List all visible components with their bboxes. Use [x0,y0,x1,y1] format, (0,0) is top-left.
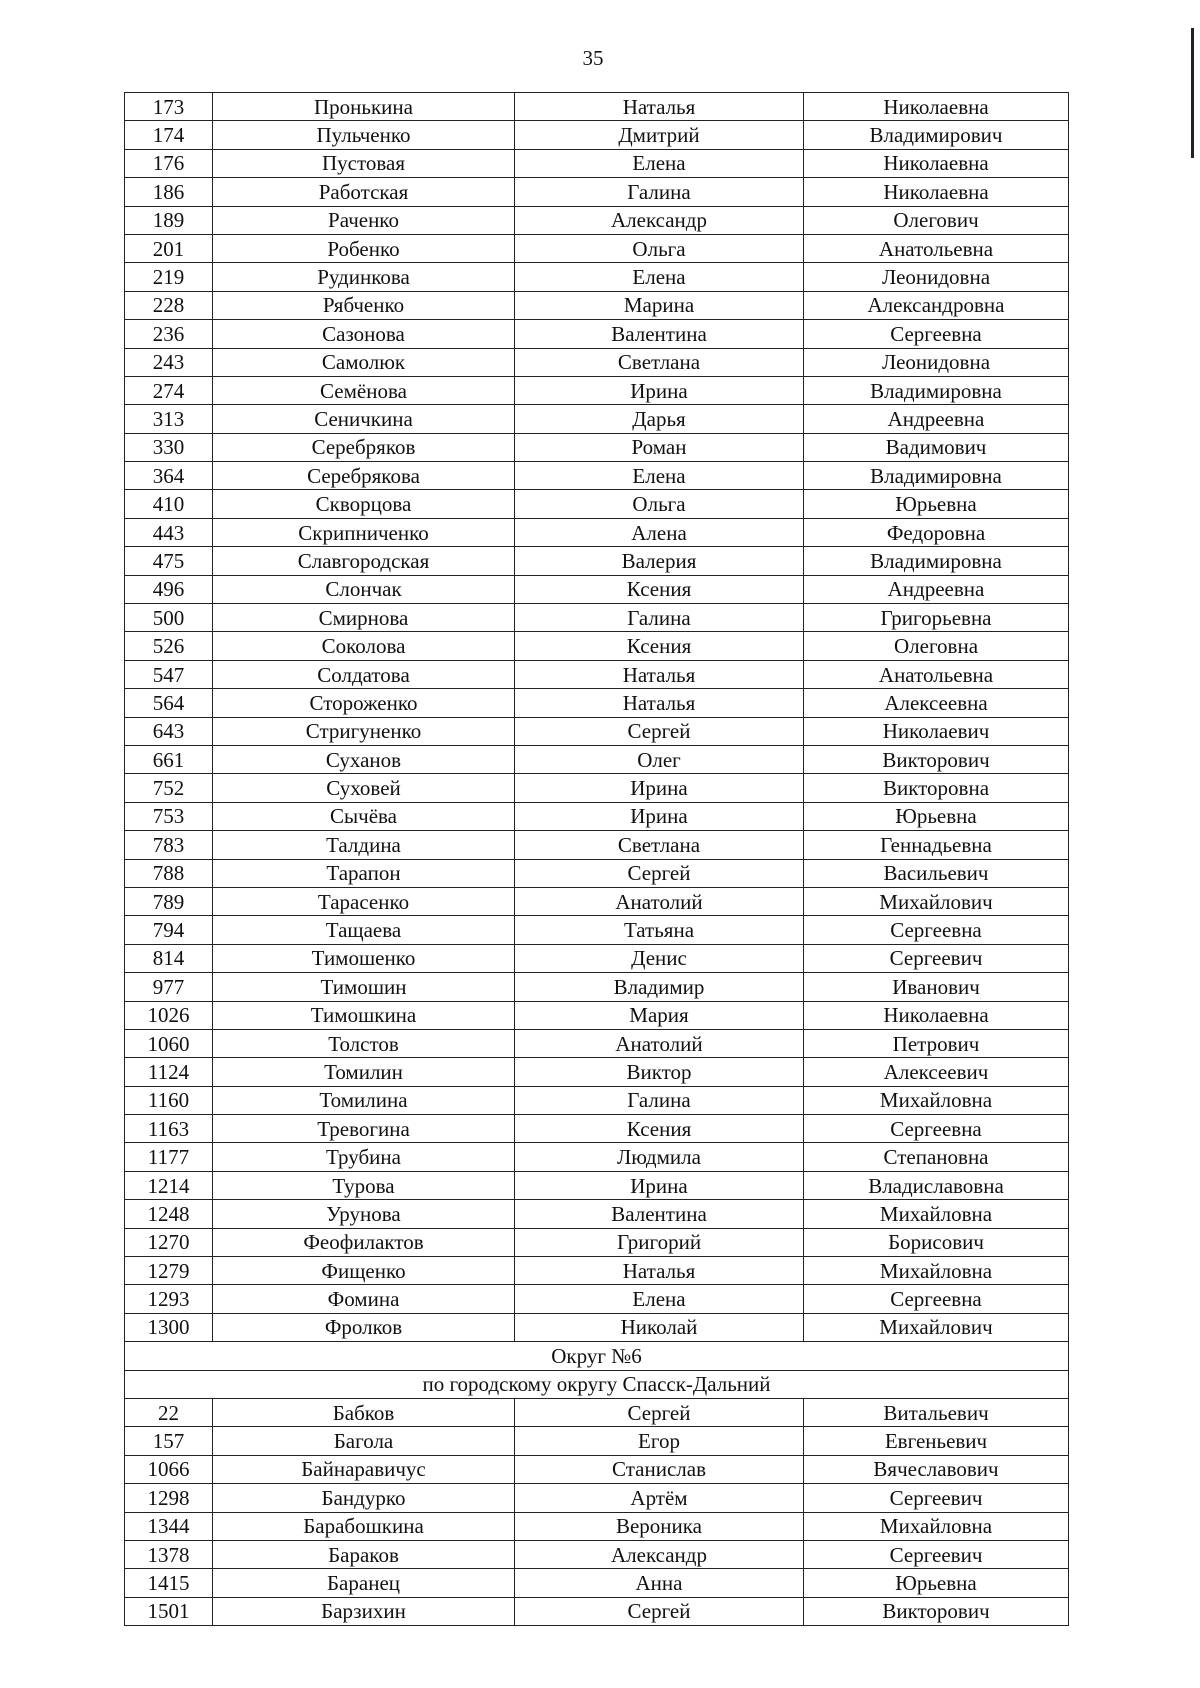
cell-number: 1060 [125,1029,213,1057]
cell-first-name: Елена [515,149,804,177]
cell-first-name: Татьяна [515,916,804,944]
cell-patronymic: Владимировна [804,462,1069,490]
cell-last-name: Толстов [213,1029,515,1057]
cell-first-name: Григорий [515,1228,804,1256]
cell-number: 752 [125,774,213,802]
cell-first-name: Ирина [515,1171,804,1199]
table-row [125,802,1069,830]
table-row [125,320,1069,348]
cell-number: 1298 [125,1484,213,1512]
table-row [125,831,1069,859]
cell-first-name: Валерия [515,547,804,575]
table-row [125,1512,1069,1540]
table-row [125,376,1069,404]
cell-last-name: Бандурко [213,1484,515,1512]
cell-last-name: Фомина [213,1285,515,1313]
cell-patronymic: Евгеньевич [804,1427,1069,1455]
cell-patronymic: Федоровна [804,518,1069,546]
cell-patronymic: Сергеевич [804,944,1069,972]
table-row [125,575,1069,603]
cell-last-name: Семёнова [213,376,515,404]
cell-patronymic: Михайлович [804,1313,1069,1341]
cell-patronymic: Андреевна [804,575,1069,603]
cell-number: 1270 [125,1228,213,1256]
cell-number: 1124 [125,1058,213,1086]
cell-first-name: Ксения [515,575,804,603]
cell-number: 443 [125,518,213,546]
cell-first-name: Анатолий [515,887,804,915]
cell-last-name: Суховей [213,774,515,802]
cell-patronymic: Андреевна [804,405,1069,433]
cell-patronymic: Николаевна [804,149,1069,177]
cell-first-name: Дарья [515,405,804,433]
cell-first-name: Галина [515,178,804,206]
cell-last-name: Робенко [213,234,515,262]
table-body-part1 [125,93,1069,1342]
cell-last-name: Скворцова [213,490,515,518]
cell-first-name: Александр [515,1540,804,1568]
cell-patronymic: Владимировна [804,547,1069,575]
cell-first-name: Дмитрий [515,121,804,149]
cell-number: 1300 [125,1313,213,1341]
cell-last-name: Скрипниченко [213,518,515,546]
cell-last-name: Феофилактов [213,1228,515,1256]
cell-first-name: Роман [515,433,804,461]
cell-last-name: Тимошенко [213,944,515,972]
table-row [125,1029,1069,1057]
cell-number: 547 [125,660,213,688]
table-row [125,1484,1069,1512]
table-row [125,1597,1069,1625]
table-row [125,1115,1069,1143]
cell-number: 236 [125,320,213,348]
cell-first-name: Наталья [515,689,804,717]
cell-patronymic: Владиславовна [804,1171,1069,1199]
cell-number: 1378 [125,1540,213,1568]
cell-number: 1160 [125,1086,213,1114]
table-row [125,944,1069,972]
cell-last-name: Серебрякова [213,462,515,490]
cell-first-name: Ольга [515,234,804,262]
cell-last-name: Тимошин [213,973,515,1001]
cell-number: 753 [125,802,213,830]
scan-edge-line [1191,28,1194,158]
section-header [125,1342,1069,1399]
cell-number: 496 [125,575,213,603]
table-row [125,1200,1069,1228]
cell-patronymic: Леонидовна [804,263,1069,291]
cell-first-name: Сергей [515,717,804,745]
table-row [125,774,1069,802]
cell-first-name: Александр [515,206,804,234]
cell-patronymic: Алексеевич [804,1058,1069,1086]
cell-last-name: Сазонова [213,320,515,348]
cell-number: 794 [125,916,213,944]
cell-first-name: Светлана [515,831,804,859]
table-row [125,1398,1069,1426]
table-row [125,518,1069,546]
cell-first-name: Ксения [515,632,804,660]
table-row [125,547,1069,575]
cell-patronymic: Григорьевна [804,604,1069,632]
table-row [125,291,1069,319]
table-row [125,234,1069,262]
cell-number: 1248 [125,1200,213,1228]
cell-first-name: Вероника [515,1512,804,1540]
table-row [125,121,1069,149]
table-row [125,1569,1069,1597]
cell-first-name: Наталья [515,1257,804,1285]
cell-patronymic: Витальевич [804,1398,1069,1426]
candidates-table [124,92,1069,1626]
table-row [125,263,1069,291]
cell-last-name: Серебряков [213,433,515,461]
cell-first-name: Валентина [515,1200,804,1228]
cell-number: 22 [125,1398,213,1426]
cell-patronymic: Михайловна [804,1200,1069,1228]
cell-number: 1163 [125,1115,213,1143]
cell-number: 173 [125,93,213,121]
cell-number: 201 [125,234,213,262]
cell-last-name: Барабошкина [213,1512,515,1540]
table-row [125,973,1069,1001]
cell-patronymic: Владимирович [804,121,1069,149]
cell-number: 330 [125,433,213,461]
cell-patronymic: Юрьевна [804,490,1069,518]
table-row [125,1285,1069,1313]
table-row [125,887,1069,915]
table-row [125,405,1069,433]
section-title-row [125,1342,1069,1370]
table-row [125,1455,1069,1483]
cell-patronymic: Сергеевна [804,1285,1069,1313]
cell-last-name: Бараков [213,1540,515,1568]
cell-number: 475 [125,547,213,575]
cell-first-name: Анна [515,1569,804,1597]
cell-first-name: Елена [515,263,804,291]
cell-last-name: Томилина [213,1086,515,1114]
cell-last-name: Солдатова [213,660,515,688]
table-row [125,348,1069,376]
table-row [125,859,1069,887]
cell-number: 1026 [125,1001,213,1029]
cell-last-name: Турова [213,1171,515,1199]
cell-last-name: Сычёва [213,802,515,830]
table-row [125,462,1069,490]
cell-last-name: Раченко [213,206,515,234]
table-row [125,206,1069,234]
cell-patronymic: Михайловна [804,1257,1069,1285]
cell-last-name: Тарапон [213,859,515,887]
table-row [125,632,1069,660]
cell-patronymic: Викторович [804,745,1069,773]
table-row [125,1171,1069,1199]
cell-patronymic: Степановна [804,1143,1069,1171]
cell-last-name: Славгородская [213,547,515,575]
cell-last-name: Соколова [213,632,515,660]
cell-first-name: Сергей [515,1398,804,1426]
cell-number: 176 [125,149,213,177]
cell-patronymic: Алексеевна [804,689,1069,717]
cell-last-name: Рудинкова [213,263,515,291]
cell-first-name: Валентина [515,320,804,348]
cell-number: 814 [125,944,213,972]
table-body-part2 [125,1398,1069,1625]
cell-patronymic: Николаевна [804,178,1069,206]
cell-last-name: Рябченко [213,291,515,319]
cell-patronymic: Николаевна [804,1001,1069,1029]
cell-patronymic: Викторович [804,1597,1069,1625]
table-row [125,1001,1069,1029]
cell-patronymic: Юрьевна [804,1569,1069,1597]
cell-patronymic: Сергеевич [804,1540,1069,1568]
cell-first-name: Ольга [515,490,804,518]
cell-last-name: Тимошкина [213,1001,515,1029]
cell-first-name: Артём [515,1484,804,1512]
cell-first-name: Владимир [515,973,804,1001]
cell-last-name: Сеничкина [213,405,515,433]
cell-last-name: Смирнова [213,604,515,632]
table-row [125,745,1069,773]
page-number: 35 [582,46,604,70]
cell-patronymic: Вадимович [804,433,1069,461]
cell-last-name: Слончак [213,575,515,603]
cell-first-name: Людмила [515,1143,804,1171]
cell-number: 228 [125,291,213,319]
cell-first-name: Денис [515,944,804,972]
cell-first-name: Виктор [515,1058,804,1086]
cell-patronymic: Борисович [804,1228,1069,1256]
cell-number: 189 [125,206,213,234]
cell-last-name: Пронькина [213,93,515,121]
cell-patronymic: Викторовна [804,774,1069,802]
cell-last-name: Стороженко [213,689,515,717]
cell-patronymic: Анатольевна [804,234,1069,262]
cell-first-name: Марина [515,291,804,319]
table-row [125,717,1069,745]
cell-number: 1344 [125,1512,213,1540]
cell-first-name: Елена [515,1285,804,1313]
cell-patronymic: Петрович [804,1029,1069,1057]
cell-number: 1066 [125,1455,213,1483]
cell-first-name: Олег [515,745,804,773]
cell-patronymic: Олегович [804,206,1069,234]
table-row [125,1143,1069,1171]
cell-number: 526 [125,632,213,660]
cell-last-name: Талдина [213,831,515,859]
cell-last-name: Фищенко [213,1257,515,1285]
cell-patronymic: Анатольевна [804,660,1069,688]
cell-number: 313 [125,405,213,433]
cell-first-name: Ирина [515,774,804,802]
cell-patronymic: Сергеевич [804,1484,1069,1512]
cell-last-name: Работская [213,178,515,206]
cell-patronymic: Михайловна [804,1086,1069,1114]
cell-first-name: Наталья [515,660,804,688]
table-row [125,1086,1069,1114]
table-row [125,149,1069,177]
cell-number: 789 [125,887,213,915]
table-row [125,604,1069,632]
cell-patronymic: Васильевич [804,859,1069,887]
cell-first-name: Сергей [515,859,804,887]
cell-first-name: Галина [515,1086,804,1114]
cell-number: 364 [125,462,213,490]
cell-number: 1501 [125,1597,213,1625]
cell-patronymic: Михайлович [804,887,1069,915]
table-row [125,689,1069,717]
cell-patronymic: Николаевич [804,717,1069,745]
cell-patronymic: Леонидовна [804,348,1069,376]
table-row [125,1228,1069,1256]
cell-number: 500 [125,604,213,632]
cell-patronymic: Олеговна [804,632,1069,660]
cell-last-name: Урунова [213,1200,515,1228]
cell-number: 564 [125,689,213,717]
cell-last-name: Трубина [213,1143,515,1171]
table-row [125,916,1069,944]
cell-patronymic: Сергеевна [804,1115,1069,1143]
cell-patronymic: Сергеевна [804,916,1069,944]
cell-first-name: Сергей [515,1597,804,1625]
cell-last-name: Багола [213,1427,515,1455]
table-row [125,1058,1069,1086]
cell-number: 1293 [125,1285,213,1313]
cell-number: 174 [125,121,213,149]
cell-number: 643 [125,717,213,745]
cell-last-name: Баранец [213,1569,515,1597]
section-subtitle: по городскому округу Спасск-Дальний [125,1370,1069,1398]
cell-last-name: Пульченко [213,121,515,149]
cell-last-name: Тащаева [213,916,515,944]
cell-patronymic: Владимировна [804,376,1069,404]
cell-first-name: Егор [515,1427,804,1455]
cell-patronymic: Юрьевна [804,802,1069,830]
cell-patronymic: Николаевна [804,93,1069,121]
cell-number: 243 [125,348,213,376]
cell-number: 274 [125,376,213,404]
cell-number: 661 [125,745,213,773]
cell-last-name: Фролков [213,1313,515,1341]
table-row [125,660,1069,688]
cell-last-name: Барзихин [213,1597,515,1625]
cell-number: 1177 [125,1143,213,1171]
cell-number: 157 [125,1427,213,1455]
table-row [125,93,1069,121]
cell-patronymic: Александровна [804,291,1069,319]
cell-first-name: Наталья [515,93,804,121]
cell-patronymic: Геннадьевна [804,831,1069,859]
table-row [125,490,1069,518]
cell-patronymic: Сергеевна [804,320,1069,348]
table-row [125,178,1069,206]
cell-last-name: Байнаравичус [213,1455,515,1483]
cell-first-name: Николай [515,1313,804,1341]
cell-number: 219 [125,263,213,291]
cell-last-name: Стригуненко [213,717,515,745]
table-row [125,1427,1069,1455]
cell-number: 977 [125,973,213,1001]
cell-number: 410 [125,490,213,518]
cell-last-name: Тревогина [213,1115,515,1143]
section-title: Округ №6 [125,1342,1069,1370]
cell-number: 186 [125,178,213,206]
cell-number: 1279 [125,1257,213,1285]
cell-first-name: Анатолий [515,1029,804,1057]
cell-patronymic: Вячеславович [804,1455,1069,1483]
cell-first-name: Светлана [515,348,804,376]
table-row [125,1313,1069,1341]
cell-last-name: Бабков [213,1398,515,1426]
cell-first-name: Ирина [515,802,804,830]
cell-first-name: Мария [515,1001,804,1029]
table-row [125,433,1069,461]
cell-last-name: Томилин [213,1058,515,1086]
cell-number: 788 [125,859,213,887]
table-row [125,1257,1069,1285]
cell-first-name: Станислав [515,1455,804,1483]
cell-first-name: Ксения [515,1115,804,1143]
cell-number: 783 [125,831,213,859]
cell-first-name: Ирина [515,376,804,404]
cell-last-name: Суханов [213,745,515,773]
cell-patronymic: Михайловна [804,1512,1069,1540]
cell-first-name: Елена [515,462,804,490]
table-row [125,1540,1069,1568]
cell-first-name: Галина [515,604,804,632]
cell-last-name: Пустовая [213,149,515,177]
cell-patronymic: Иванович [804,973,1069,1001]
cell-last-name: Самолюк [213,348,515,376]
cell-last-name: Тарасенко [213,887,515,915]
cell-first-name: Алена [515,518,804,546]
cell-number: 1214 [125,1171,213,1199]
cell-number: 1415 [125,1569,213,1597]
section-subtitle-row [125,1370,1069,1398]
